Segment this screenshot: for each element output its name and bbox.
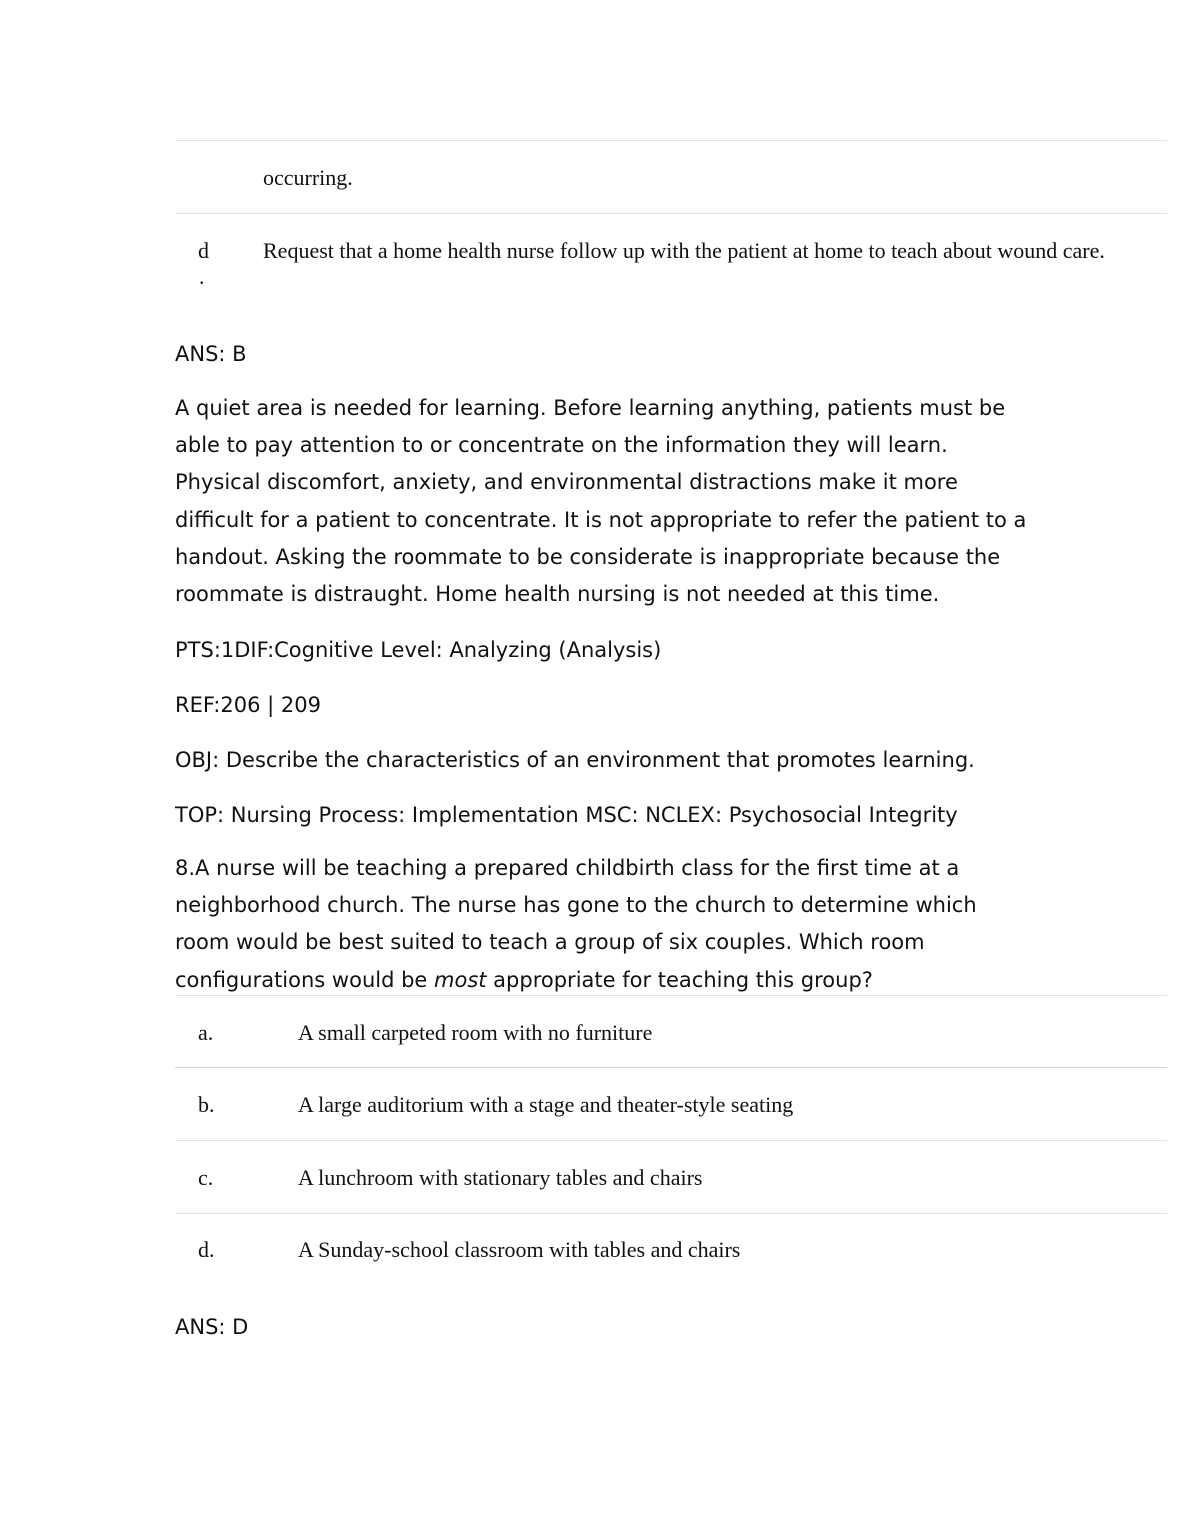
choice-c-letter: c.: [198, 1165, 214, 1190]
divider-choice-a: [175, 995, 1167, 996]
stem-text-before: 8.A nurse will be teaching a prepared childbirth class for the first time at a neighborhood church. The nurse has gone to the church to determine which room would be best suited to teach a group of six couples. Which room configurations would be: [175, 856, 977, 992]
choice-a-text: A small carpeted room with no furniture: [298, 1020, 653, 1045]
choice-d-text: Request that a home health nurse follow up with the patient at home to teach about wound care.: [263, 238, 1105, 263]
choice-a-letter: a.: [198, 1020, 214, 1045]
choice-b-text: A large auditorium with a stage and theater-style seating: [298, 1092, 794, 1117]
choice-d-letter-q8: d.: [198, 1237, 215, 1262]
obj-line: OBJ: Describe the characteristics of an environment that promotes learning.: [175, 748, 975, 772]
answer-b: ANS: B: [175, 342, 247, 366]
divider-choice-d: [175, 213, 1167, 214]
ref-line: REF:206 | 209: [175, 693, 321, 717]
stem-emphasis: most: [434, 967, 487, 992]
question-8-stem: [175, 850, 1015, 999]
divider-choice-c: [175, 1140, 1167, 1141]
divider-choice-b: [175, 1067, 1167, 1068]
rationale-paragraph: A quiet area is needed for learning. Before learning anything, patients must be able to pay attention to or concentrate on the information they will learn. Physical discomfort, anxiety, and environmental distractions make it more difficult for a patient to concentrate. It is not appropriate to refer the patient to a handout. Asking the roommate to be considerate is inappropriate because the roommate is distraught. Home health nursing is not needed at this time.: [175, 396, 1027, 607]
choice-d-text-q8: A Sunday-school classroom with tables and chairs: [298, 1237, 741, 1262]
choice-d-letter: d: [198, 238, 209, 263]
choice-c-continuation: occurring.: [263, 165, 353, 190]
choice-c-text: A lunchroom with stationary tables and chairs: [298, 1165, 703, 1190]
divider-top: [175, 140, 1167, 141]
divider-choice-d-q8: [175, 1213, 1167, 1214]
choice-b-letter: b.: [198, 1092, 215, 1117]
stem-text-after: appropriate for teaching this group?: [486, 967, 873, 992]
choice-d-dot: .: [199, 264, 205, 289]
answer-d: ANS: D: [175, 1315, 249, 1339]
top-line: TOP: Nursing Process: Implementation MSC: NCLEX: Psychosocial Integrity: [175, 803, 958, 827]
pts-line: PTS:1DIF:Cognitive Level: Analyzing (Analysis): [175, 638, 662, 662]
